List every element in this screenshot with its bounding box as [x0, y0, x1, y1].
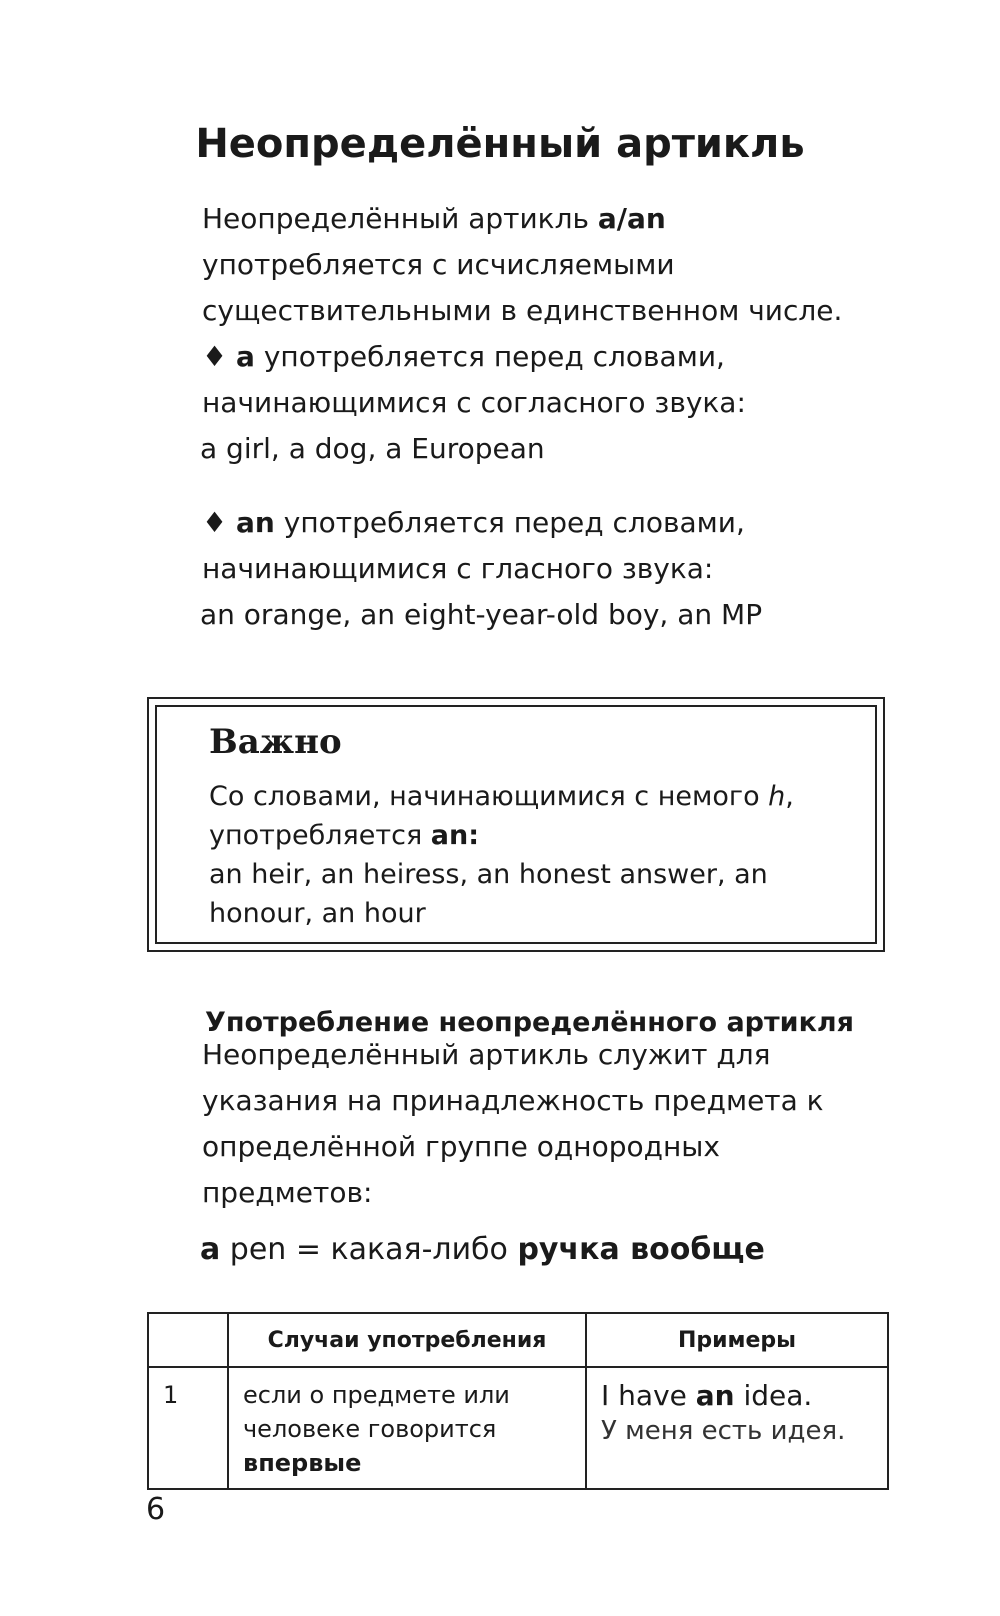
- rule-a-examples: a girl, a dog, a European: [200, 432, 545, 465]
- header-cases: Случаи употребления: [228, 1313, 586, 1367]
- header-number: [148, 1313, 228, 1367]
- example-post: idea.: [734, 1379, 813, 1412]
- example-article: an: [695, 1379, 735, 1412]
- rule-an-examples: an orange, an eight-year-old boy, an MP: [200, 598, 763, 631]
- usage-heading: Употребление неопределённого артикля: [205, 1007, 855, 1038]
- formula-article: a: [200, 1232, 221, 1267]
- usage-paragraph: [146, 1032, 886, 1216]
- important-line1-end: ,: [785, 781, 794, 812]
- rule-an-text: употребляется перед словами, начинающимися с гласного звука:: [202, 506, 745, 585]
- header-examples: Примеры: [586, 1313, 888, 1367]
- diamond-bullet-icon: ♦: [202, 340, 228, 373]
- important-box-inner: [155, 705, 877, 944]
- page-title: Неопределённый артикль: [195, 121, 805, 167]
- row-example: [586, 1367, 888, 1489]
- row-number: 1: [148, 1367, 228, 1489]
- rule-an: [146, 500, 886, 592]
- formula-emphasis: ручка вообще: [517, 1232, 765, 1267]
- usage-text: Неопределённый артикль служит для указания на принадлежность предмета к определённой группе однородных предметов:: [202, 1038, 824, 1209]
- row-example-translation: У меня есть идея.: [601, 1416, 846, 1446]
- row-case: [228, 1367, 586, 1489]
- important-text: [209, 777, 849, 933]
- silent-h-letter: h: [768, 781, 786, 812]
- rule-a: [146, 334, 886, 426]
- diamond-bullet-icon: ♦: [202, 506, 228, 539]
- important-line1: Со словами, начинающимися с немого: [209, 781, 769, 812]
- rule-an-article: an: [236, 506, 275, 539]
- important-line2: употребляется: [209, 820, 431, 851]
- rule-a-text: употребляется перед словами, начинающимися с согласного звука:: [202, 340, 746, 419]
- intro-text-1: Неопределённый артикль: [202, 202, 598, 235]
- usage-table: [147, 1312, 889, 1490]
- example-pre: I have: [601, 1379, 696, 1412]
- important-examples: an heir, an heiress, an honest answer, an honour, an hour: [209, 859, 768, 929]
- table-header-row: [148, 1313, 888, 1367]
- important-title: Важно: [209, 722, 342, 762]
- row-case-bold: впервые: [243, 1449, 362, 1477]
- intro-paragraph: [146, 196, 886, 334]
- formula-middle: pen = какая-либо: [220, 1232, 518, 1267]
- intro-article: a/an: [597, 202, 666, 235]
- row-example-english: [601, 1378, 875, 1414]
- page-number: 6: [146, 1492, 166, 1527]
- table-row: [148, 1367, 888, 1489]
- important-article: an:: [430, 820, 480, 851]
- important-box: [147, 697, 885, 952]
- intro-text-2: употребляется с исчисляемыми существительными в единственном числе.: [202, 248, 843, 327]
- formula: [200, 1228, 765, 1272]
- row-case-text: если о предмете или человеке говорится: [243, 1381, 510, 1443]
- rule-a-article: a: [236, 340, 255, 373]
